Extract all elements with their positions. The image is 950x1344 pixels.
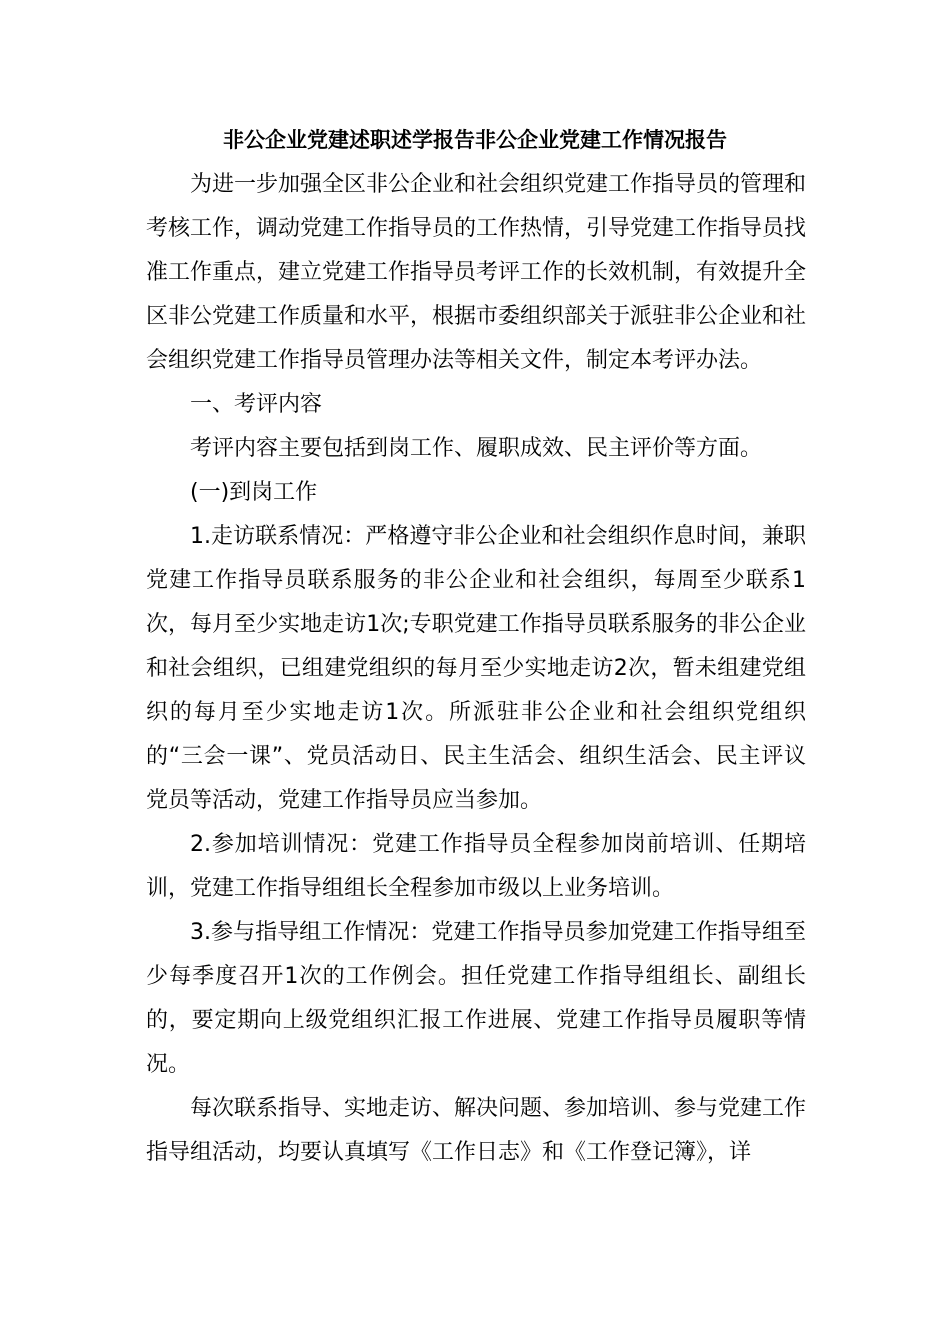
subsection-heading-1: (一)到岗工作 <box>190 480 318 505</box>
paragraph-item-3: 3.参与指导组工作情况：党建工作指导员参加党建工作指导组至少每季度召开1次的工作例会。担任党建工作指导组组长、副组长的，要定期向上级党组织汇报工作进展、党建工作指导员履职等情况。 <box>146 920 806 1077</box>
document-body <box>146 163 806 1175</box>
document-title: 非公企业党建述职述学报告非公企业党建工作情况报告 <box>223 128 727 152</box>
paragraph-logging: 每次联系指导、实地走访、解决问题、参加培训、参与党建工作指导组活动，均要认真填写《工作日志》和《工作登记簿》，详 <box>146 1096 807 1165</box>
paragraph-item-2: 2.参加培训情况：党建工作指导员全程参加岗前培训、任期培训，党建工作指导组组长全程参加市级以上业务培训。 <box>146 832 806 901</box>
paragraph-content-summary: 考评内容主要包括到岗工作、履职成效、民主评价等方面。 <box>190 436 763 461</box>
section-heading-1: 一、考评内容 <box>190 392 323 417</box>
paragraph-item-1: 1.走访联系情况：严格遵守非公企业和社会组织作息时间，兼职党建工作指导员联系服务的非公企业和社会组织，每周至少联系1次，每月至少实地走访1次;专职党建工作指导员联系服务的非公企业和社会组织，已组建党组织的每月至少实地走访2次，暂未组建党组织的每月至少实地走访1次。所派驻非公企业和社会组织党组织的“三会一课”、党员活动日、民主生活会、组织生活会、民主评议党员等活动，党建工作指导员应当参加。 <box>146 524 806 813</box>
paragraph-intro: 为进一步加强全区非公企业和社会组织党建工作指导员的管理和考核工作，调动党建工作指导员的工作热情，引导党建工作指导员找准工作重点，建立党建工作指导员考评工作的长效机制，有效提升全区非公党建工作质量和水平，根据市委组织部关于派驻非公企业和社会组织党建工作指导员管理办法等相关文件，制定本考评办法。 <box>146 172 807 373</box>
